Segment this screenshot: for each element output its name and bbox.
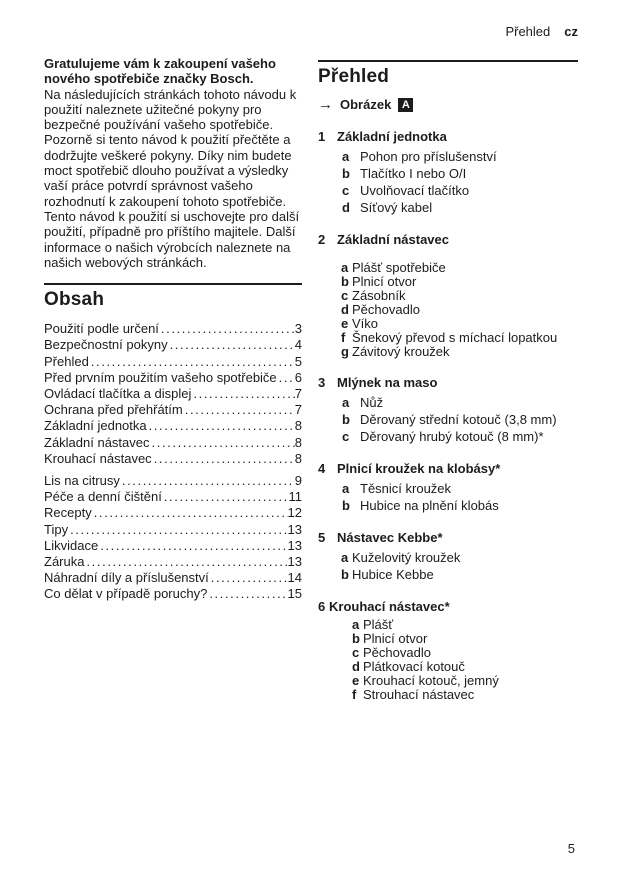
figure-reference <box>318 96 578 113</box>
toc-entry-label: Likvidace <box>44 537 99 553</box>
part-letter: a <box>341 550 349 565</box>
toc-row <box>44 489 302 505</box>
part-label: Plášť <box>363 617 394 632</box>
part-letter: c <box>342 429 350 444</box>
overview-section <box>318 460 578 514</box>
part-label: Pěchovadlo <box>363 645 431 660</box>
toc-entry-page: 12 <box>287 505 302 521</box>
toc-dot-leader <box>183 402 295 418</box>
toc-entry-page: 7 <box>294 385 302 401</box>
part-letter: b <box>352 631 360 646</box>
section-number: 2 <box>318 232 326 247</box>
section-items <box>318 394 578 445</box>
overview-section <box>318 374 578 445</box>
part-letter: d <box>341 302 349 317</box>
part-letter: g <box>341 344 349 359</box>
overview-section <box>318 529 578 583</box>
toc-row <box>44 538 302 554</box>
part-label: Děrovaný hrubý kotouč (8 mm)* <box>360 429 544 444</box>
part-item <box>342 199 578 216</box>
part-label: Plnicí otvor <box>352 274 417 289</box>
toc-entry-page: 13 <box>287 537 302 553</box>
part-label: Šnekový převod s míchací lopatkou <box>352 330 558 345</box>
section-title: Základní jednotka <box>337 129 447 144</box>
toc-row <box>44 505 302 521</box>
running-header <box>505 24 578 39</box>
part-label: Hubice na plnění klobás <box>360 498 499 513</box>
intro-bold-text: Gratulujeme vám k zakoupení vašeho nového spotřebiče značky Bosch. <box>44 56 276 87</box>
part-label: Zásobník <box>352 288 406 303</box>
section-title: Základní nástavec <box>337 232 449 247</box>
part-item <box>342 497 578 514</box>
toc-entry-label: Bezpečnostní pokyny <box>44 337 168 353</box>
section-heading <box>318 529 578 546</box>
toc-entry-page: 8 <box>294 434 302 450</box>
part-label: Děrovaný střední kotouč (3,8 mm) <box>360 412 557 427</box>
section-heading <box>318 374 578 391</box>
figure-letter-badge: A <box>398 98 413 112</box>
section-items <box>318 148 578 216</box>
section-number: 3 <box>318 375 326 390</box>
toc-row <box>44 554 302 570</box>
part-item <box>342 394 578 411</box>
part-letter: b <box>342 498 350 513</box>
toc-dot-leader <box>120 473 295 489</box>
toc-row <box>44 418 302 434</box>
part-letter: b <box>342 166 350 181</box>
running-header-section: Přehled <box>505 24 551 39</box>
toc-row <box>44 321 302 337</box>
toc-entry-page: 13 <box>287 521 302 537</box>
part-item <box>341 566 578 583</box>
section-heading <box>318 460 578 477</box>
overview-section <box>318 128 578 216</box>
part-item <box>342 182 578 199</box>
toc-title: Obsah <box>44 289 105 311</box>
section-title: Krouhací nástavec* <box>329 599 450 614</box>
section-items <box>318 549 578 583</box>
part-letter: b <box>342 412 350 427</box>
part-label: Síťový kabel <box>360 200 433 215</box>
part-label: Plnicí otvor <box>363 631 428 646</box>
part-letter: a <box>342 395 350 410</box>
right-column <box>318 56 578 702</box>
part-letter: c <box>341 288 349 303</box>
toc-entry-page: 6 <box>294 369 302 385</box>
part-label: Plátkovací kotouč <box>363 659 465 674</box>
part-letter: a <box>342 481 350 496</box>
section-title: Plnicí kroužek na klobásy* <box>337 461 501 476</box>
toc-entry-page: 8 <box>294 450 302 466</box>
toc-entry-label: Náhradní díly a příslušenství <box>44 570 209 586</box>
toc-entry-label: Ovládací tlačítka a displej <box>44 385 192 401</box>
part-item <box>342 411 578 428</box>
toc-entry-page: 15 <box>287 586 302 602</box>
part-label: Těsnicí kroužek <box>360 481 452 496</box>
section-divider <box>318 60 578 62</box>
part-label: Nůž <box>360 395 384 410</box>
toc-dot-leader <box>98 538 287 554</box>
toc-entry-label: Ochrana před přehřátím <box>44 402 183 418</box>
part-letter: a <box>342 149 350 164</box>
toc-entry-label: Přehled <box>44 353 89 369</box>
toc-dot-leader <box>191 386 294 402</box>
section-number: 1 <box>318 129 326 144</box>
page-number: 5 <box>567 841 575 856</box>
toc-dot-leader <box>150 435 295 451</box>
part-letter: b <box>341 274 349 289</box>
part-label: Strouhací nástavec <box>363 687 475 702</box>
toc-dot-leader <box>168 337 295 353</box>
toc-row <box>44 354 302 370</box>
left-column <box>44 56 302 603</box>
part-item <box>342 428 578 445</box>
part-item <box>341 549 578 566</box>
toc-dot-leader <box>68 522 287 538</box>
toc-entry-label: Co dělat v případě poruchy? <box>44 586 208 602</box>
toc-dot-leader <box>84 554 287 570</box>
overview-section <box>318 231 578 359</box>
section-title: Nástavec Kebbe* <box>337 530 443 545</box>
part-letter: e <box>341 316 349 331</box>
part-label: Pohon pro příslušenství <box>360 149 497 164</box>
part-item <box>352 632 578 646</box>
toc-entry-page: 4 <box>294 337 302 353</box>
part-item <box>352 646 578 660</box>
toc-dot-leader <box>147 418 295 434</box>
section-number: 6 <box>318 599 326 614</box>
toc-dot-leader <box>207 586 287 602</box>
overview-section <box>318 598 578 702</box>
toc-row <box>44 402 302 418</box>
part-item <box>341 345 578 359</box>
toc-entry-label: Použití podle určení <box>44 321 159 337</box>
intro-body-text: Na následujících stránkách tohoto návodu k použití naleznete užitečné pokyny pro bezpečné používání vašeho spotřebiče. Pozorně si tento návod k použití přečtěte a dodržujte veškeré pokyny. Díky nim budete moct spotřebič dlouho používat a výsledky vaší práce potvrdí správnost vašeho rozhodnutí k zakoupení tohoto spotřebiče. Tento návod k použití si uschovejte pro další použití, případně pro příštího majitele. Další informace o našich výrobcích naleznete na našich webových stránkách. <box>44 86 300 270</box>
toc-dot-leader <box>162 489 289 505</box>
toc-row <box>44 370 302 386</box>
toc-row <box>44 473 302 489</box>
toc-dot-leader <box>277 370 295 386</box>
toc-entry-label: Péče a denní čištění <box>44 489 162 505</box>
part-item <box>341 331 578 345</box>
section-title: Mlýnek na maso <box>337 375 438 390</box>
toc-entry-page: 3 <box>294 321 302 337</box>
section-heading <box>318 231 578 248</box>
toc-entry-label: Lis na citrusy <box>44 472 120 488</box>
section-number: 4 <box>318 461 326 476</box>
toc-row <box>44 451 302 467</box>
part-item <box>341 289 578 303</box>
section-heading <box>318 128 578 145</box>
toc-entry-page: 9 <box>294 472 302 488</box>
intro-paragraph <box>44 56 302 270</box>
toc-row <box>44 386 302 402</box>
toc-entry-label: Základní nástavec <box>44 434 150 450</box>
part-label: Uvolňovací tlačítko <box>360 183 470 198</box>
arrow-right-icon: → <box>318 96 333 113</box>
toc-entry-page: 7 <box>294 402 302 418</box>
part-item <box>352 674 578 688</box>
part-letter: a <box>341 260 349 275</box>
part-label: Tlačítko I nebo O/I <box>360 166 467 181</box>
part-letter: f <box>341 330 346 345</box>
part-item <box>352 618 578 632</box>
part-label: Závitový kroužek <box>352 344 450 359</box>
toc-dot-leader <box>89 354 295 370</box>
toc-entry-page: 13 <box>287 554 302 569</box>
part-label: Plášť spotřebiče <box>352 260 446 275</box>
part-label: Kuželovitý kroužek <box>352 550 461 565</box>
toc-row <box>44 586 302 602</box>
toc-entry-label: Krouhací nástavec <box>44 450 152 466</box>
toc-dot-leader <box>152 451 295 467</box>
table-of-contents <box>44 321 302 602</box>
toc-entry-page: 11 <box>288 489 302 505</box>
toc-entry-page: 8 <box>294 418 302 434</box>
part-label: Krouhací kotouč, jemný <box>363 673 499 688</box>
part-letter: b <box>341 567 349 582</box>
toc-entry-label: Recepty <box>44 505 92 521</box>
language-code: cz <box>564 24 578 39</box>
section-items <box>318 480 578 514</box>
section-number: 5 <box>318 530 326 545</box>
part-item <box>342 165 578 182</box>
toc-dot-leader <box>209 570 288 586</box>
toc-entry-label: Před prvním použitím vašeho spotřebiče <box>44 369 277 385</box>
section-heading <box>318 598 578 615</box>
toc-dot-leader <box>92 505 288 521</box>
part-label: Hubice Kebbe <box>352 567 434 582</box>
part-letter: d <box>342 200 350 215</box>
part-item <box>341 275 578 289</box>
part-letter: c <box>342 183 350 198</box>
toc-entry-label: Záruka <box>44 554 85 569</box>
toc-entry-page: 14 <box>287 570 302 586</box>
part-item <box>342 480 578 497</box>
toc-entry-label: Základní jednotka <box>44 418 147 434</box>
part-letter: f <box>352 687 357 702</box>
part-item <box>352 688 578 702</box>
part-item <box>341 303 578 317</box>
part-label: Pěchovadlo <box>352 302 420 317</box>
section-items <box>318 618 578 702</box>
toc-entry-label: Tipy <box>44 521 69 537</box>
part-label: Víko <box>352 316 379 331</box>
toc-row <box>44 337 302 353</box>
part-letter: e <box>352 673 360 688</box>
part-letter: c <box>352 645 360 660</box>
part-item <box>341 261 578 275</box>
part-item <box>352 660 578 674</box>
part-letter: a <box>352 617 360 632</box>
section-items <box>318 261 578 359</box>
overview-title: Přehled <box>318 66 390 87</box>
part-item <box>341 317 578 331</box>
toc-entry-page: 5 <box>294 353 302 369</box>
toc-row <box>44 522 302 538</box>
toc-row <box>44 570 302 586</box>
toc-dot-leader <box>159 321 295 337</box>
section-divider <box>44 283 302 285</box>
figure-label: Obrázek <box>340 97 392 112</box>
part-letter: d <box>352 659 360 674</box>
part-item <box>342 148 578 165</box>
toc-row <box>44 435 302 451</box>
